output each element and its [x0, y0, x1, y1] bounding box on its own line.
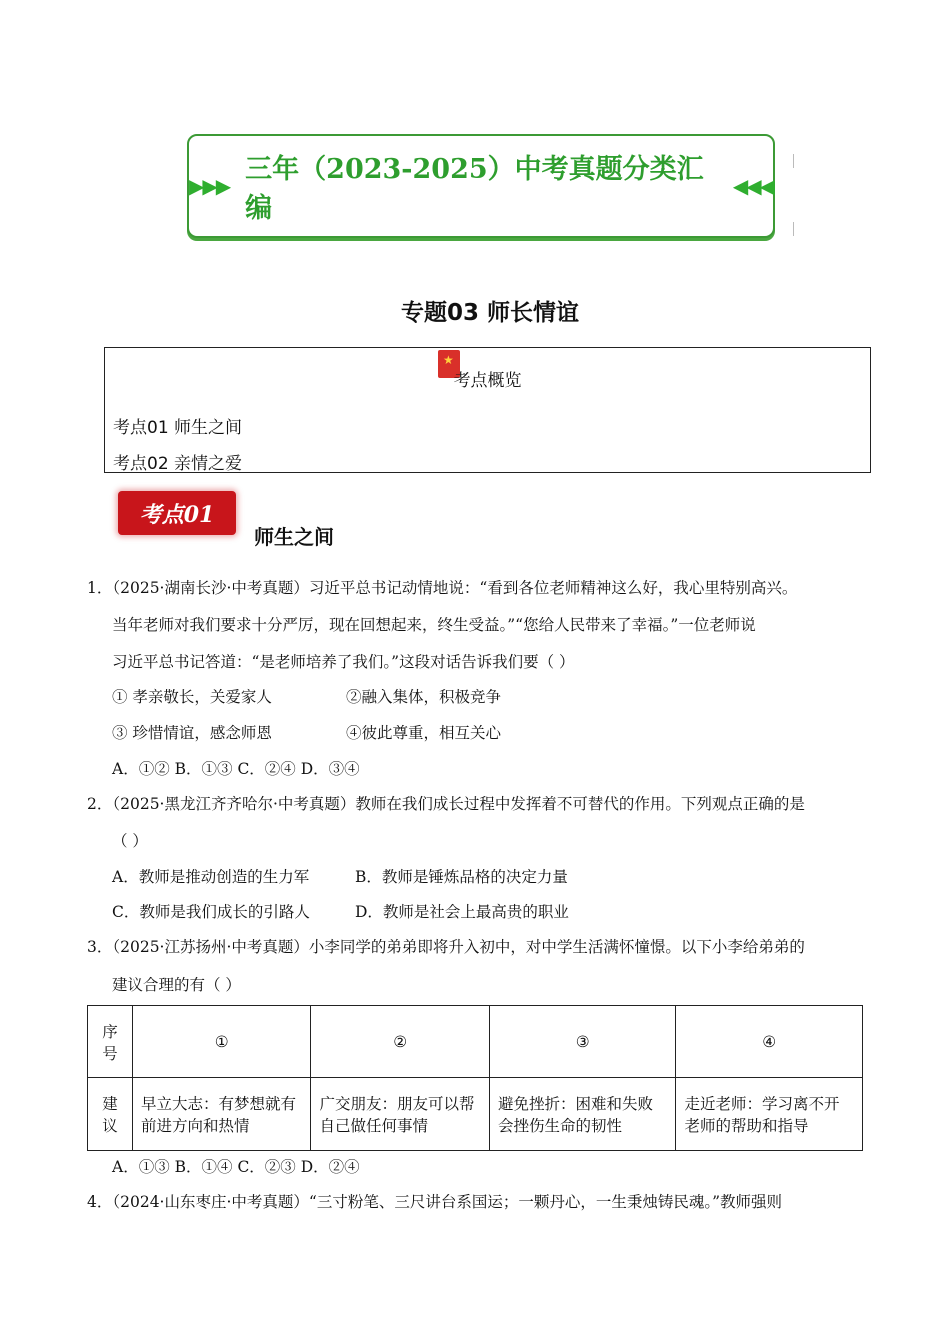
section-badge: 考点01 — [118, 491, 236, 535]
overview-item: 考点01 师生之间 — [113, 418, 243, 438]
table-cell: 建议 — [88, 1078, 133, 1151]
q1-option-3: ③ 珍惜情谊，感念师恩 — [112, 724, 272, 742]
q2-line-1: 2．（2025·黑龙江齐齐哈尔·中考真题）教师在我们成长过程中发挥着不可替代的作用。下列观点正确的是 — [87, 795, 805, 813]
header-banner — [187, 134, 775, 238]
arrows-left-icon: ◀◀◀ — [732, 174, 773, 198]
q2-option-b: B．教师是锤炼品格的决定力量 — [355, 868, 568, 886]
q1-option-4: ④彼此尊重，相互关心 — [346, 724, 502, 742]
q3-answers: A．①③ B．①④ C．②③ D．②④ — [112, 1158, 360, 1176]
table-cell: ① — [132, 1006, 311, 1078]
table-cell: ② — [311, 1006, 490, 1078]
table-cell: 序号 — [88, 1006, 133, 1078]
q1-line-2: 当年老师对我们要求十分严厉，现在回想起来，终生受益。”“您给人民带来了幸福。”一位老师说 — [112, 616, 756, 634]
arrows-right-icon: ▶▶▶ — [189, 174, 230, 198]
q3-line-1: 3．（2025·江苏扬州·中考真题）小李同学的弟弟即将升入初中，对中学生活满怀憧憬。以下小李给弟弟的 — [87, 938, 805, 956]
q3-line-2: 建议合理的有（ ） — [112, 976, 241, 994]
q4-line-1: 4．（2024·山东枣庄·中考真题）“三寸粉笔、三尺讲台系国运；一颗丹心，一生秉烛铸民魂。”教师强则 — [87, 1193, 783, 1211]
q1-answers: A．①② B．①③ C．②④ D．③④ — [112, 760, 360, 778]
table-cell: 避免挫折：困难和失败会挫伤生命的韧性 — [489, 1078, 675, 1151]
banner-title: 三年（2023-2025）中考真题分类汇编 — [245, 154, 704, 224]
q3-table — [87, 1005, 863, 1151]
q2-option-c: C．教师是我们成长的引路人 — [112, 903, 310, 921]
table-cell: 走近老师：学习离不开老师的帮助和指导 — [676, 1078, 863, 1151]
overview-box — [104, 347, 871, 473]
table-row — [88, 1006, 863, 1078]
overview-item: 考点02 亲情之爱 — [113, 454, 243, 474]
table-cell: ④ — [676, 1006, 863, 1078]
table-cell: 广交朋友：朋友可以帮自己做任何事情 — [311, 1078, 490, 1151]
table-cell: ③ — [489, 1006, 675, 1078]
table-cell: 早立大志：有梦想就有前进方向和热情 — [132, 1078, 311, 1151]
q2-option-a: A．教师是推动创造的生力军 — [112, 868, 310, 886]
q1-line-1: 1．（2025·湖南长沙·中考真题）习近平总书记动情地说：“看到各位老师精神这么好，我心里特别高兴。 — [87, 579, 798, 597]
page-title: 专题03 师长情谊 — [400, 300, 579, 326]
q1-line-3: 习近平总书记答道：“是老师培养了我们。”这段对话告诉我们要（ ） — [112, 653, 575, 671]
section-title: 师生之间 — [254, 525, 334, 549]
q2-option-d: D．教师是社会上最高贵的职业 — [355, 903, 569, 921]
q1-option-1: ① 孝亲敬长，关爱家人 — [112, 688, 272, 706]
table-row — [88, 1078, 863, 1151]
banner-text-row — [189, 136, 773, 236]
overview-heading: 考点概览 — [453, 371, 522, 391]
q2-line-2: （ ） — [112, 832, 148, 850]
edge-mark — [793, 222, 794, 236]
q1-option-2: ②融入集体，积极竞争 — [346, 688, 502, 706]
edge-mark — [793, 154, 794, 168]
